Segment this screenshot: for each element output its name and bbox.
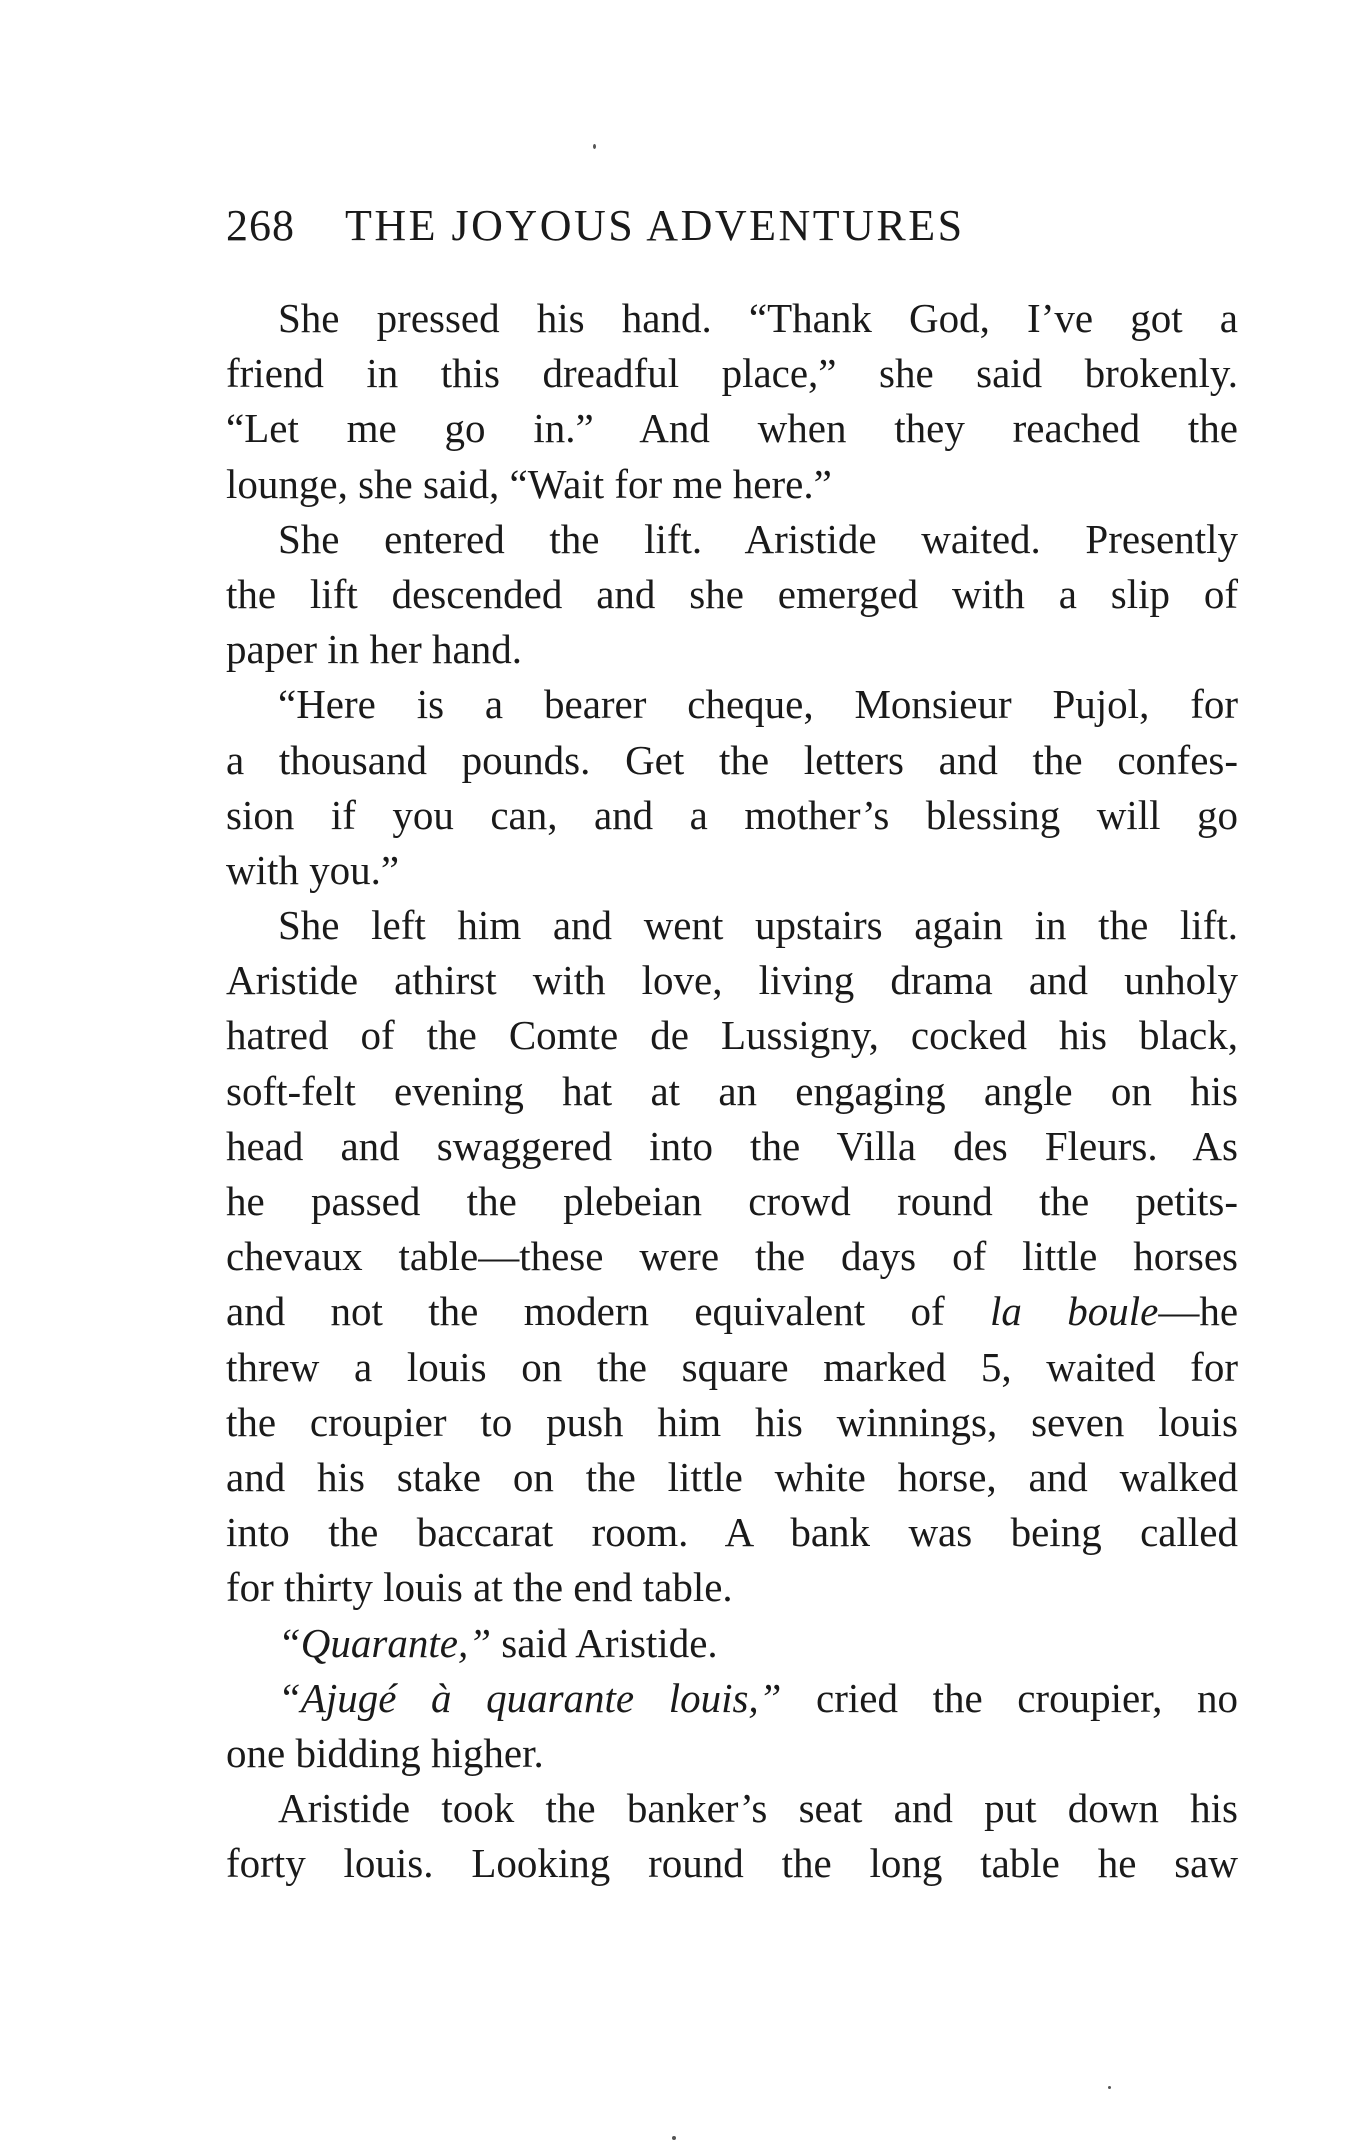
page-header — [226, 200, 1246, 260]
text-line: “Ajugé à quarante louis,” cried the croupier, no — [278, 1674, 1238, 1721]
page-number: 268 — [226, 201, 295, 250]
text-line: he passed the plebeian crowd round the petits- — [226, 1178, 1238, 1224]
text-line: for thirty louis at the end table. — [226, 1564, 733, 1611]
text-line: hatred of the Comte de Lussigny, cocked his black, — [226, 1012, 1238, 1059]
scan-speck — [593, 144, 596, 149]
running-head: THE JOYOUS ADVENTURES — [345, 201, 965, 250]
text-line: head and swaggered into the Villa des Fleurs. As — [226, 1122, 1238, 1169]
text-line: lounge, she said, “Wait for me here.” — [226, 460, 832, 507]
scan-speck — [1108, 2086, 1111, 2089]
text-line: and his stake on the little white horse, and walked — [226, 1453, 1238, 1500]
text-line: soft-felt evening hat at an engaging angle on his — [226, 1067, 1238, 1114]
body-text — [226, 291, 1238, 1891]
text-line: forty louis. Looking round the long table he saw — [226, 1840, 1238, 1887]
text-line: the croupier to push him his winnings, seven louis — [226, 1398, 1238, 1445]
scan-speck — [672, 2136, 676, 2140]
text-line: “Quarante,” said Aristide. — [278, 1619, 718, 1666]
text-line: She entered the lift. Aristide waited. Presently — [278, 515, 1238, 562]
text-line: “Let me go in.” And when they reached the — [226, 405, 1238, 452]
text-line: chevaux table—these were the days of little horses — [226, 1233, 1238, 1280]
text-line: Aristide athirst with love, living drama and unholy — [226, 957, 1238, 1004]
text-line: She pressed his hand. “Thank God, I’ve got a — [278, 295, 1238, 341]
text-line: She left him and went upstairs again in the lift. — [278, 902, 1238, 949]
text-line: the lift descended and she emerged with a slip of — [226, 570, 1238, 617]
text-line: and not the modern equivalent of la boule—he — [226, 1288, 1239, 1335]
text-line: one bidding higher. — [226, 1729, 544, 1776]
text-line: with you.” — [226, 846, 400, 893]
text-line: threw a louis on the square marked 5, waited for — [226, 1343, 1238, 1390]
text-line: sion if you can, and a mother’s blessing will go — [226, 791, 1238, 838]
text-line: a thousand pounds. Get the letters and the confes- — [226, 736, 1238, 783]
text-line: “Here is a bearer cheque, Monsieur Pujol, for — [278, 681, 1238, 728]
text-line: into the baccarat room. A bank was being called — [226, 1509, 1238, 1556]
text-line: Aristide took the banker’s seat and put down his — [278, 1785, 1238, 1832]
text-line: friend in this dreadful place,” she said brokenly. — [226, 350, 1238, 397]
text-line: paper in her hand. — [226, 626, 522, 673]
